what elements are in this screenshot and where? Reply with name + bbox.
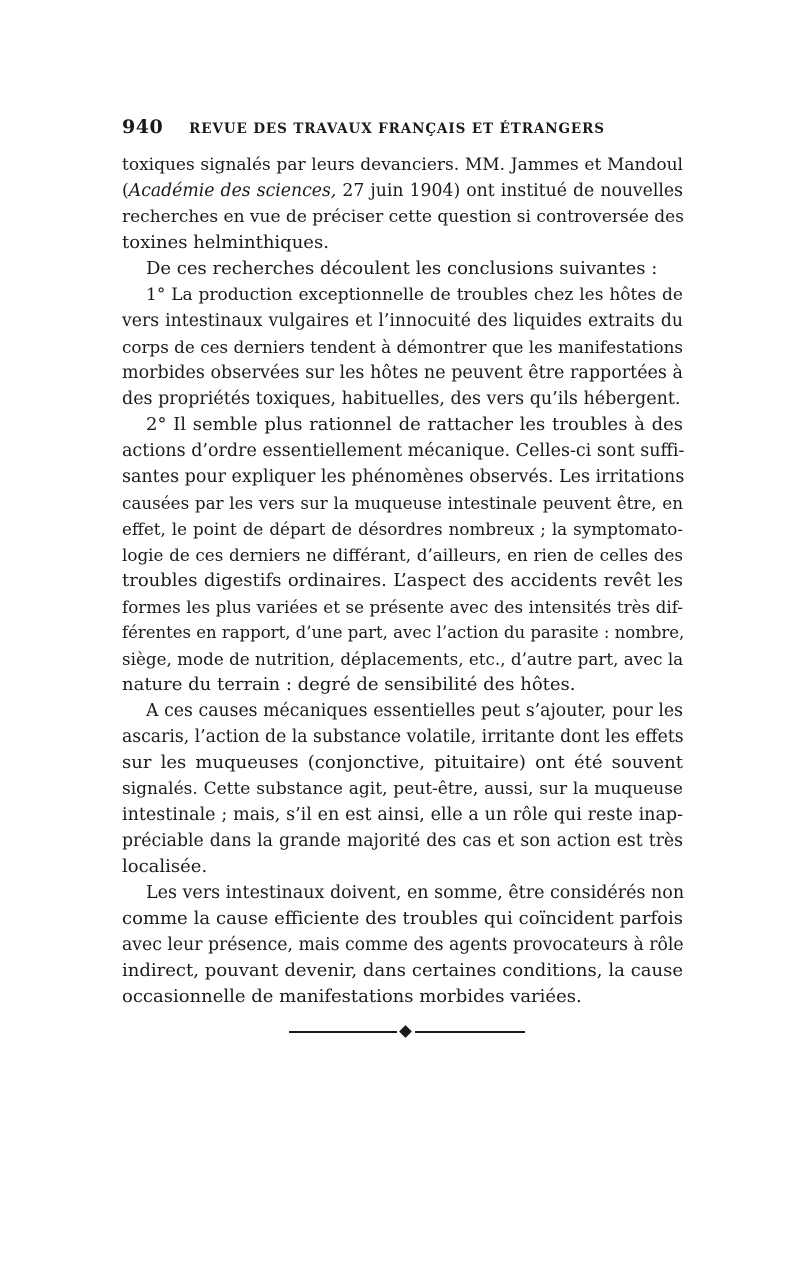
text-line: effet, le point de départ de désordres nombreux ; la symptomato-	[122, 519, 683, 539]
text-line: santes pour expliquer les phénomènes observés. Les irritations	[122, 467, 685, 487]
text-line: sur les muqueuses (conjonctive, pituitaire) ont été souvent	[122, 752, 683, 773]
text-line: toxiques signalés par leurs devanciers. MM. Jammes et Mandoul	[122, 155, 683, 175]
text-line: comme la cause efficiente des troubles qui coïncident parfois	[122, 908, 683, 929]
text-line: ascaris, l’action de la substance volatile, irritante dont les effets	[122, 727, 684, 747]
text-line: des propriétés toxiques, habituelles, des vers qu’ils hébergent.	[122, 389, 681, 409]
body-text	[122, 152, 683, 1010]
text-line: troubles digestifs ordinaires. L’aspect des accidents revêt les	[122, 570, 683, 591]
text-line: formes les plus variées et se présente avec des intensités très dif-	[122, 597, 683, 617]
text-line: corps de ces derniers tendent à démontrer que les manifestations	[122, 337, 683, 357]
text-line: nature du terrain : degré de sensibilité des hôtes.	[122, 674, 576, 695]
text-line: préciable dans la grande majorité des cas et son action est très	[122, 831, 683, 851]
text-line: causées par les vers sur la muqueuse intestinale peuvent être, en	[122, 493, 683, 513]
paragraph-start: Les vers intestinaux doivent, en somme, être considérés non	[146, 883, 685, 903]
paragraph-start: 1° La production exceptionnelle de troubles chez les hôtes de	[146, 285, 683, 305]
page-number: 940	[122, 116, 164, 138]
diamond-icon	[399, 1025, 412, 1038]
citation-italic: Académie des sciences,	[128, 181, 337, 201]
text-line: férentes en rapport, d’une part, avec l’action du parasite : nombre,	[122, 623, 685, 642]
text-line: intestinale ; mais, s’il en est ainsi, elle a un rôle qui reste inap-	[122, 805, 683, 825]
running-head: REVUE DES TRAVAUX FRANÇAIS ET ÉTRANGERS	[189, 121, 605, 137]
section-end-ornament	[289, 1026, 525, 1038]
text-line: siège, mode de nutrition, déplacements, etc., d’autre part, avec la	[122, 649, 684, 669]
text-line: localisée.	[122, 856, 208, 877]
text-line: vers intestinaux vulgaires et l’innocuité des liquides extraits du	[122, 311, 683, 331]
text-line: avec leur présence, mais comme des agents provocateurs à rôle	[122, 935, 684, 955]
paragraph-start: De ces recherches découlent les conclusions suivantes :	[146, 258, 658, 279]
text-line: signalés. Cette substance agit, peut-être, aussi, sur la muqueuse	[122, 779, 683, 799]
ornament-rule-right	[415, 1031, 525, 1033]
page-header	[122, 116, 682, 138]
text-line-citation: (Académie des sciences, 27 juin 1904) ont institué de nouvelles	[122, 181, 683, 201]
ornament-rule-left	[289, 1031, 397, 1033]
text-line: indirect, pouvant devenir, dans certaines conditions, la cause	[122, 960, 683, 981]
text-line: recherches en vue de préciser cette question si controversée des	[122, 207, 684, 227]
paragraph-start: A ces causes mécaniques essentielles peut s’ajouter, pour les	[146, 701, 683, 721]
text-line: morbides observées sur les hôtes ne peuvent être rapportées à	[122, 363, 683, 383]
text-line: logie de ces derniers ne différant, d’ailleurs, en rien de celles des	[122, 545, 683, 565]
text-line: toxines helminthiques.	[122, 232, 329, 253]
text-line: occasionnelle de manifestations morbides variées.	[122, 986, 582, 1007]
paragraph-start: 2° Il semble plus rationnel de rattacher les troubles à des	[146, 414, 683, 435]
text-line: actions d’ordre essentiellement mécanique. Celles-ci sont suffi-	[122, 441, 685, 461]
